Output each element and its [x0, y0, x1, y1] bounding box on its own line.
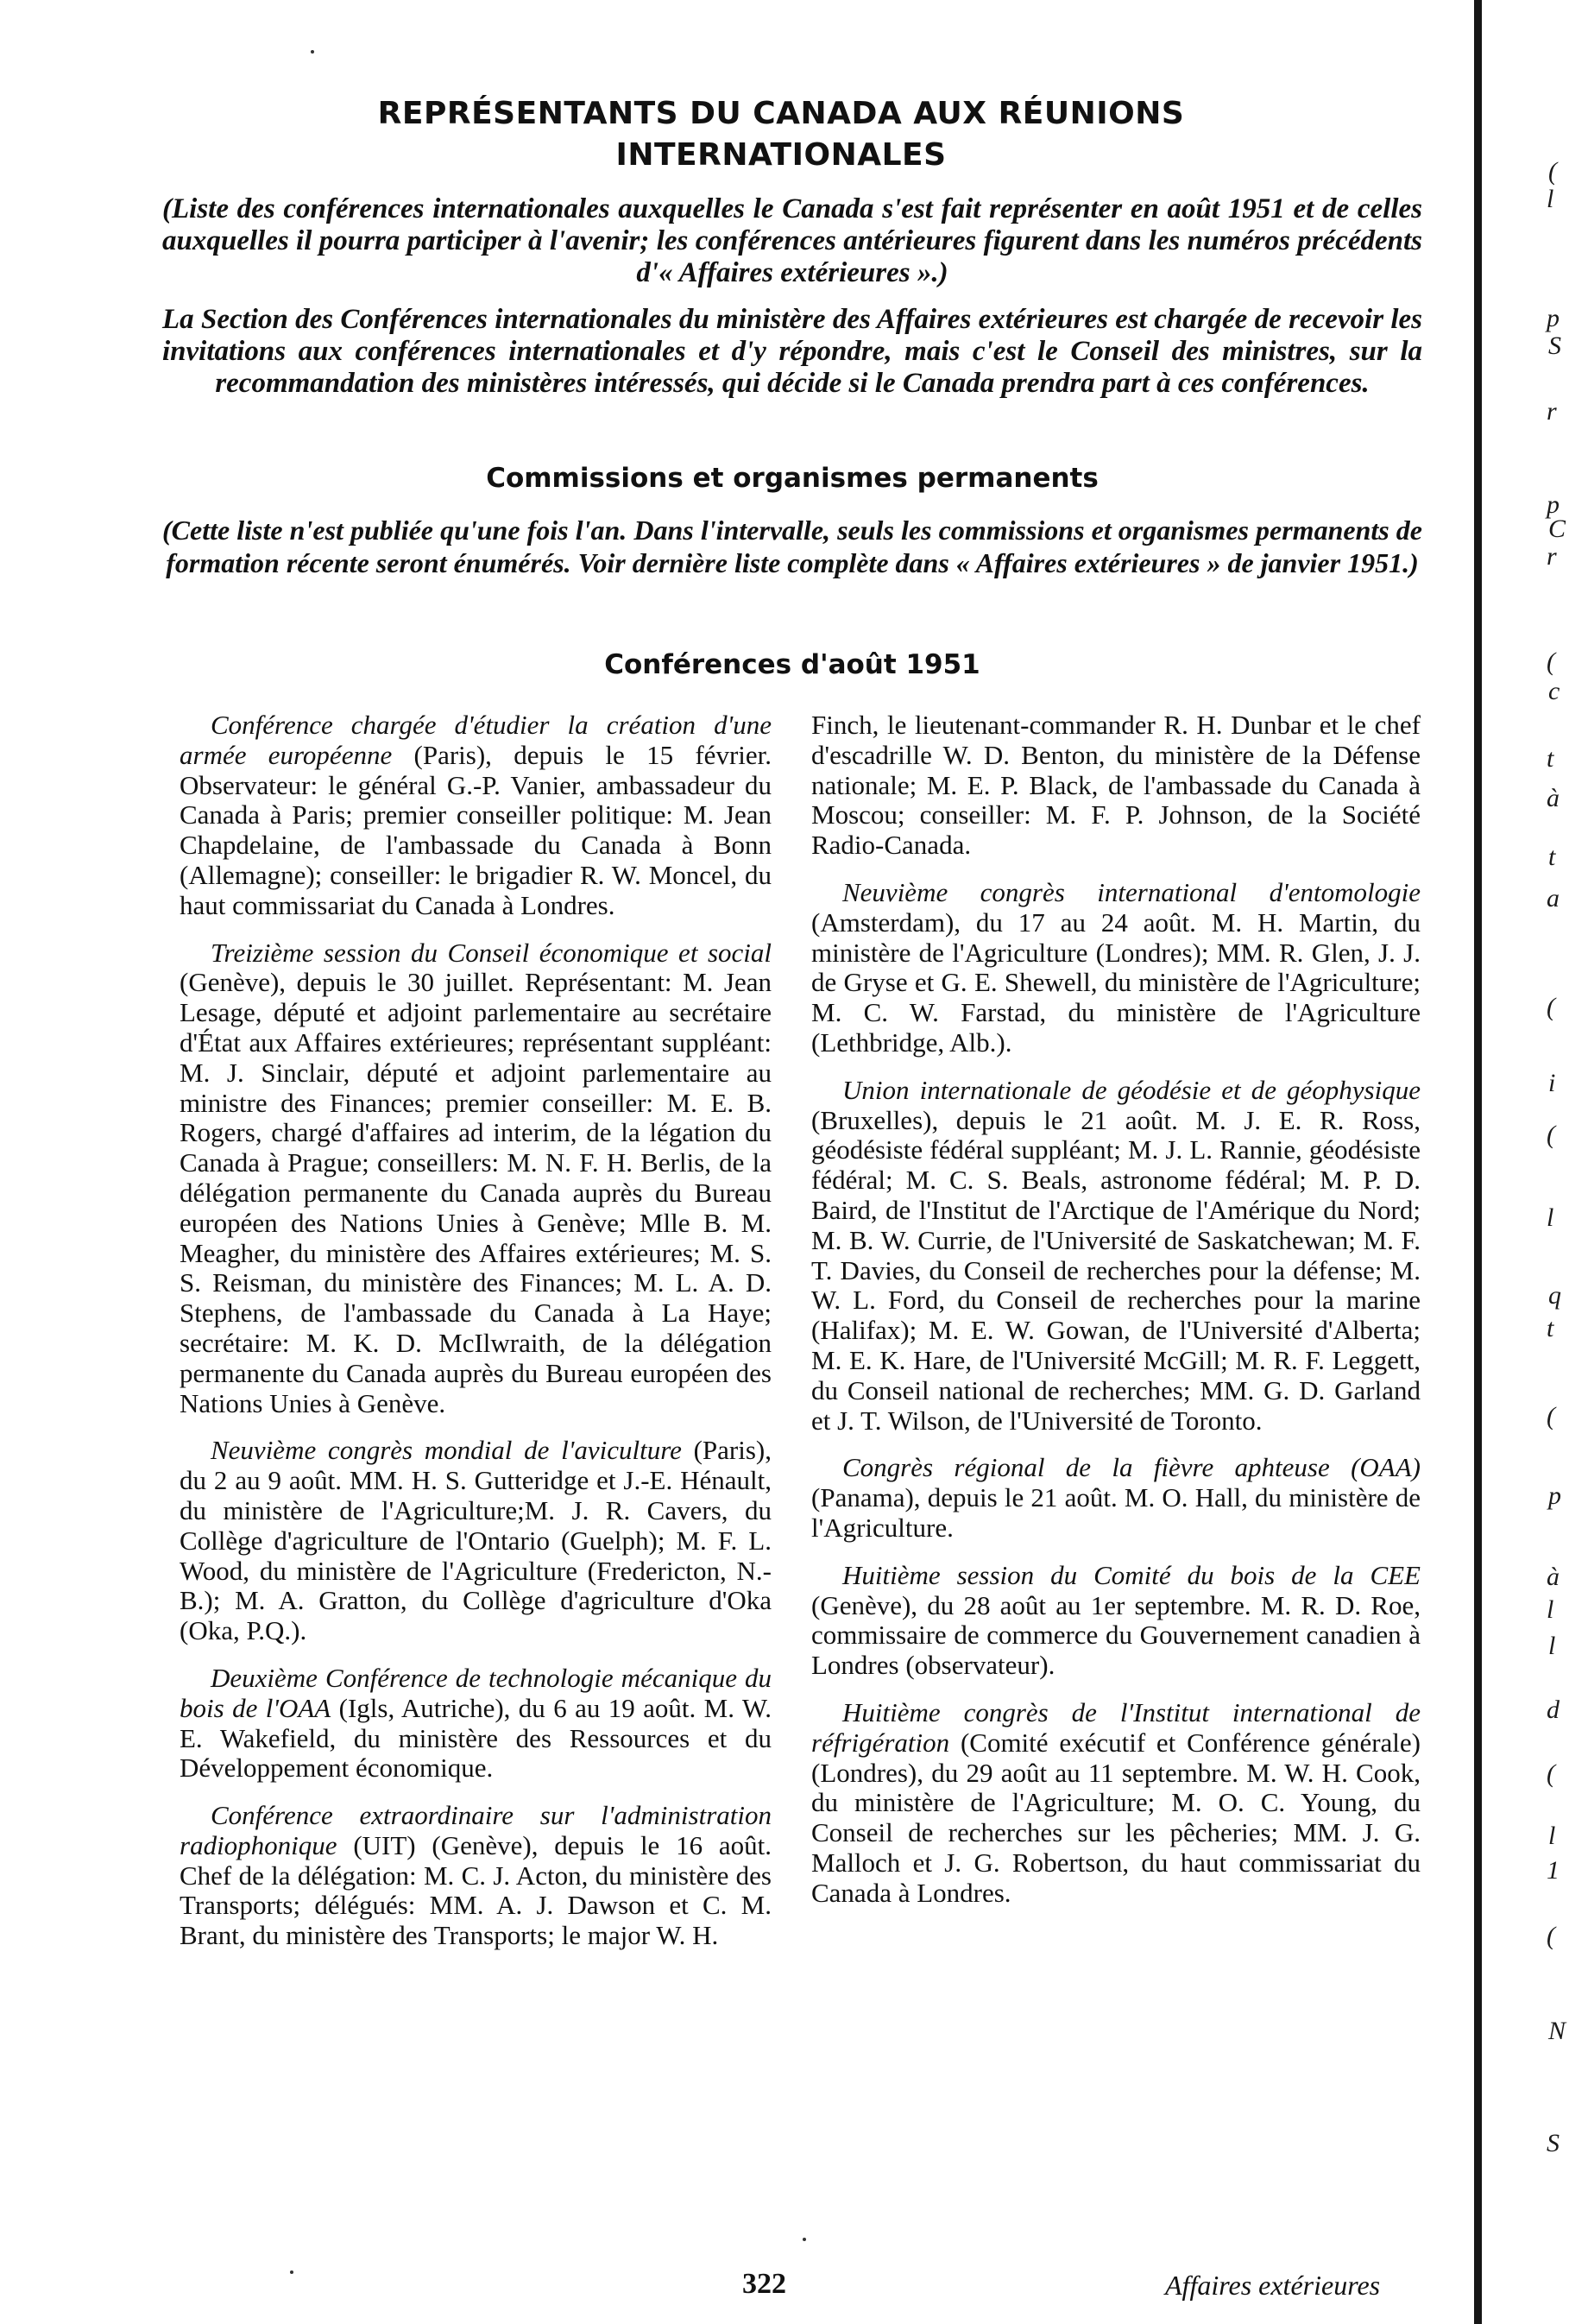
- conference-entry: [811, 1561, 1421, 1681]
- facing-page-glyph: t: [1547, 1314, 1554, 1342]
- binding-edge-rule: [1474, 0, 1482, 2324]
- facing-page-glyph: q: [1548, 1281, 1561, 1310]
- facing-page-glyph: à: [1547, 784, 1560, 812]
- permanent-note-text: (Cette liste n'est publiée qu'une fois l'an. Dans l'intervalle, seuls les commissions et organismes permanents de formation récente seront énumérés. Voir dernière liste complète dans « Affaires extérieures » de janvier 1951.): [162, 515, 1422, 578]
- page-number: 322: [742, 2268, 786, 2300]
- conference-details: (Bruxelles), depuis le 21 août. M. J. E. R. Ross, géodésiste fédéral suppléant; M. J. L. Rannie, géodésiste fédéral; M. C. S. Beals, astronome fédéral; M. P. D. Baird, de l'Institut de l'Arctique de l'Amérique du Nord; M. B. W. Currie, de l'Université de Saskatchewan; M. F. T. Davies, du Conseil de recherches pour la défense; M. W. L. Ford, du Conseil de recherches pour la marine (Halifax); M. E. W. Gowan, de l'Université d'Alberta; M. E. K. Hare, de l'Université McGill; M. R. F. Leggett, du Conseil national de recherches; MM. G. D. Garland et J. T. Wilson, de l'Université de Toronto.: [811, 1104, 1421, 1436]
- conference-title: Huitième congrès de l'Institut international de réfrigération: [811, 1696, 1421, 1758]
- conference-details: (Genève), du 28 août au 1er septembre. M. R. D. Roe, commissaire de commerce du Gouvernement canadien à Londres (observateur).: [811, 1589, 1421, 1681]
- facing-page-glyph: (: [1547, 993, 1555, 1021]
- conference-title: Treizième session du Conseil économique et social: [211, 937, 772, 968]
- page-title-line2: INTERNATIONALES: [615, 137, 947, 173]
- facing-page-glyph: r: [1547, 542, 1557, 571]
- conference-details: (Amsterdam), du 17 au 24 août. M. H. Martin, du ministère de l'Agriculture (Londres); MM. R. Glen, J. J. de Gryse et G. E. Shewell, du ministère de l'Agriculture; M. C. W. Farstad, du ministère de l'Agriculture (Lethbridge, Alb.).: [811, 906, 1421, 1058]
- conference-details: (UIT) (Genève), depuis le 16 août. Chef de la délégation: M. C. J. Acton, du ministère des Transports; délégués: MM. A. J. Dawson et C. M. Brant, du ministère des Transports; le major W. H.: [180, 1829, 772, 1951]
- facing-page-glyph: l: [1548, 1632, 1556, 1660]
- facing-page-glyph: (: [1547, 1759, 1555, 1788]
- facing-page-glyph: p: [1547, 490, 1560, 519]
- conference-entry: [811, 1076, 1421, 1437]
- facing-page-glyph: c: [1548, 677, 1560, 705]
- conference-details: (Genève), depuis le 30 juillet. Représentant: M. Jean Lesage, député et adjoint parlementaire au secrétaire d'État aux Affaires extérieures; représentant suppléant: M. J. Sinclair, député et adjoint parlementaire au ministre des Finances; premier conseiller: M. E. B. Rogers, chargé d'affaires ad interim, de la légation du Canada à Prague; conseillers: M. N. F. H. Berlis, de la délégation permanente du Canada auprès du Bureau européen des Nations Unies à Genève; Mlle B. M. Meagher, du ministère des Affaires extérieures; M. S. S. Reisman, du ministère des Finances; M. L. A. D. Stephens, de l'ambassade du Canada à La Haye; secrétaire: M. K. D. McIlwraith, de la délégation permanente du Canada auprès du Bureau européen des Nations Unies à Genève.: [180, 967, 772, 1418]
- permanent-note: [162, 514, 1422, 579]
- section-heading-permanent: Commissions et organismes permanents: [486, 463, 1099, 494]
- conference-title: Union internationale de géodésie et de géophysique: [842, 1074, 1421, 1105]
- facing-page-glyph: a: [1547, 884, 1560, 913]
- facing-page-glyph: N: [1548, 2017, 1566, 2045]
- facing-page-glyph: (: [1547, 647, 1555, 676]
- conference-entry: [180, 938, 772, 1419]
- conference-entry: [811, 878, 1421, 1058]
- conference-entry: [811, 1453, 1421, 1543]
- facing-page-glyph: l: [1547, 1595, 1554, 1624]
- conference-title: Congrès régional de la fièvre aphteuse (OAA): [842, 1452, 1421, 1483]
- facing-page-glyph: t: [1548, 843, 1556, 871]
- conference-entry: [180, 1664, 772, 1784]
- conference-details: (Paris), du 2 au 9 août. MM. H. S. Gutteridge et J.-E. Hénault, du ministère de l'Agriculture;M. J. R. Cavers, du Collège d'agriculture de l'Ontario (Guelph); M. F. L. Wood, du ministère de l'Agriculture (Fredericton, N.-B.); M. A. Gratton, du Collège d'agriculture d'Oka (Oka, P.Q.).: [180, 1435, 772, 1646]
- conference-title: Conférence extraordinaire sur l'administration radiophonique: [180, 1800, 772, 1860]
- facing-page-glyph: 1: [1547, 1856, 1560, 1885]
- conference-title: Conférence chargée d'étudier la création d'une armée européenne: [180, 710, 772, 770]
- facing-page-glyph: (: [1547, 1922, 1555, 1950]
- facing-page-glyph: p: [1547, 304, 1560, 332]
- conference-title: Huitième session du Comité du bois de la CEE: [842, 1559, 1421, 1590]
- intro-text-2: La Section des Conférences internationales du ministère des Affaires extérieures est chargée de recevoir les invitations aux conférences internationales et d'y répondre, mais c'est le Conseil des ministres, sur la recommandation des ministères intéressés, qui décide si le Canada prendra part à ces conférences.: [162, 304, 1422, 399]
- conference-details: (Paris), depuis le 15 février. Observateur: le général G.-P. Vanier, ambassadeur du Canada à Paris; premier conseiller politique: M. Jean Chapdelaine, de l'ambassade du Canada à Bonn (Allemagne); conseiller: le brigadier R. W. Moncel, du haut commissariat du Canada à Londres.: [180, 739, 772, 920]
- conference-entry: [180, 710, 772, 921]
- facing-page-glyph: (: [1547, 1121, 1555, 1149]
- facing-page-glyph: l: [1547, 185, 1554, 213]
- scan-speck: [803, 2238, 806, 2241]
- section-heading-conferences: Conférences d'août 1951: [604, 649, 980, 680]
- right-column: [811, 710, 1421, 1925]
- facing-page-glyph: S: [1548, 332, 1561, 360]
- facing-page-glyph: C: [1548, 515, 1566, 543]
- facing-page-glyph: S: [1547, 2129, 1560, 2157]
- facing-page-glyph: r: [1547, 397, 1557, 426]
- continued-entry-text: Finch, le lieutenant-commander R. H. Dunbar et le chef d'escadrille W. D. Benton, du ministère de la Défense nationale; M. E. P. Black, de l'ambassade du Canada à Moscou; conseiller: M. F. P. Johnson, de la Société Radio-Canada.: [811, 710, 1421, 861]
- intro-paragraph-1: [162, 193, 1422, 289]
- left-column: [180, 710, 772, 1968]
- conference-title: Deuxième Conférence de technologie mécanique du bois de l'OAA: [180, 1662, 772, 1723]
- facing-page-glyph: t: [1547, 744, 1554, 773]
- facing-page-glyph: d: [1547, 1696, 1560, 1724]
- facing-page-glyph: l: [1547, 1203, 1554, 1232]
- conference-entry: [811, 1698, 1421, 1909]
- running-footer-title: Affaires extérieures: [1165, 2270, 1381, 2301]
- intro-text-1: (Liste des conférences internationales auxquelles le Canada s'est fait représenter en août 1951 et de celles auxquelles il pourra participer à l'avenir; les conférences antérieures figurent dans les numéros précédents d'« Affaires extérieures ».): [162, 193, 1422, 288]
- conference-entry: [180, 1801, 772, 1951]
- facing-page-glyph: i: [1548, 1069, 1556, 1097]
- page-title-line1: REPRÉSENTANTS DU CANADA AUX RÉUNIONS: [377, 96, 1185, 131]
- facing-page-glyph: (: [1547, 1402, 1555, 1430]
- facing-page-glyph: à: [1547, 1563, 1560, 1591]
- conference-details: (Igls, Autriche), du 6 au 19 août. M. W. E. Wakefield, du ministère des Ressources et du Développement économique.: [180, 1692, 772, 1784]
- conference-entry: [180, 1436, 772, 1646]
- conference-details: (Panama), depuis le 21 août. M. O. Hall, du ministère de l'Agriculture.: [811, 1482, 1421, 1543]
- facing-page-glyph: (: [1548, 157, 1557, 186]
- conference-title: Neuvième congrès mondial de l'aviculture: [211, 1435, 682, 1466]
- conference-title: Neuvième congrès international d'entomologie: [842, 876, 1421, 907]
- scan-speck: [311, 50, 314, 54]
- conference-details: (Comité exécutif et Conférence générale) (Londres), du 29 août au 11 septembre. M. W. H. Cook, du ministère de l'Agriculture; M. O. C. Young, du Conseil de recherches sur les pêcheries; MM. J. G. Malloch et J. G. Robertson, du haut commissariat du Canada à Londres.: [811, 1727, 1421, 1908]
- scan-speck: [290, 2270, 293, 2274]
- intro-paragraph-2: [162, 304, 1422, 400]
- facing-page-glyph: l: [1548, 1822, 1556, 1850]
- facing-page-glyph: p: [1548, 1481, 1561, 1510]
